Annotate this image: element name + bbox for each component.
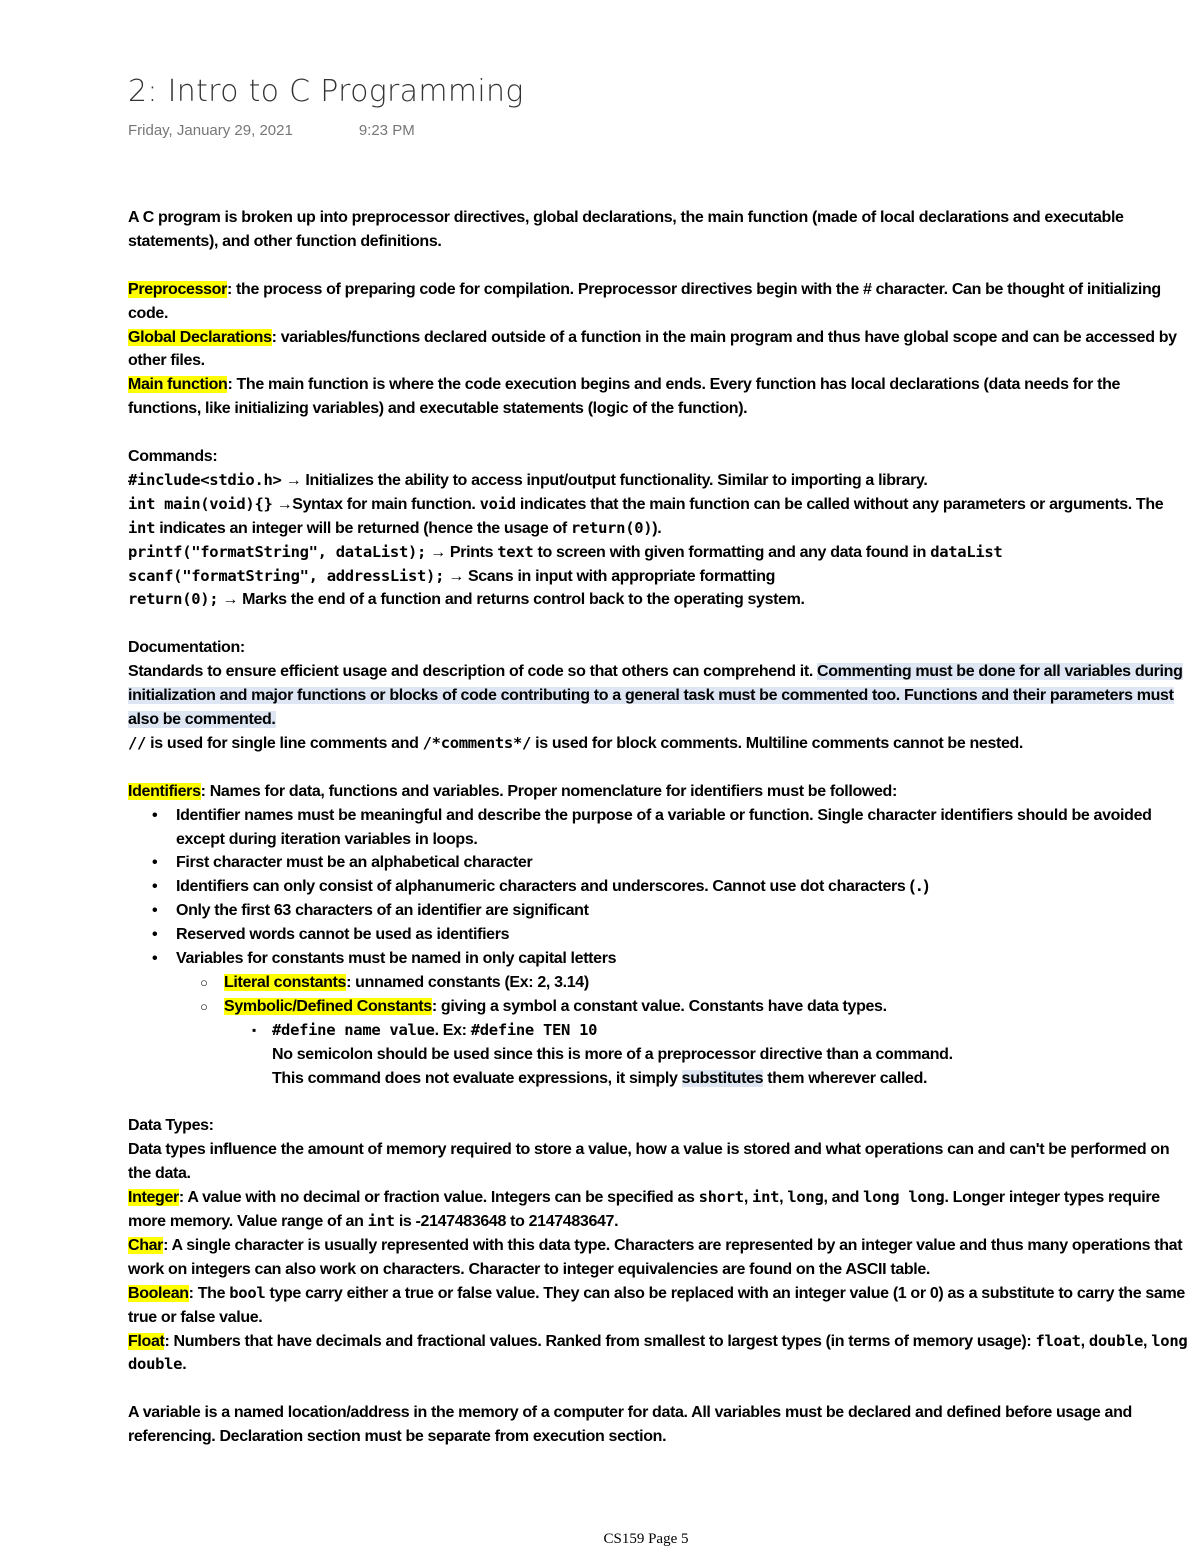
list-item-continuation: This command does not evaluate expressions, it simply substitutes them wherever called. (272, 1069, 928, 1087)
highlight-term: Literal constants (224, 973, 347, 991)
term-float: Float: Numbers that have decimals and fractional values. Ranked from smallest to largest types (in terms of memory usage): float, double, long double. (128, 1331, 1188, 1374)
command-return: return(0); → Marks the end of a function and returns control back to the operating system. (128, 590, 805, 609)
comment-syntax: // is used for single line comments and /*comments*/ is used for block comments. Multiline comments cannot be nested. (128, 733, 1024, 752)
bullet-icon: • (152, 950, 158, 968)
term-identifiers: Identifiers: Names for data, functions and variables. Proper nomenclature for identifiers must be followed: (128, 782, 897, 800)
page-time: 9:23 PM (358, 122, 415, 139)
circle-bullet-icon: ○ (200, 998, 208, 1014)
term-char: Char: A single character is usually represented with this data type. Characters are represented by an integer value and thus many operations that work on integers can also work on characters. Character to integer equivalencies are found on the ASCII table. (128, 1236, 1183, 1278)
list-item: • First character must be an alphabetical character (128, 851, 1188, 875)
commands-heading: Commands: (128, 448, 218, 466)
text-selection[interactable]: substitutes (681, 1069, 764, 1087)
list-item-continuation: No semicolon should be used since this is more of a preprocessor directive than a command. (272, 1045, 953, 1063)
bullet-icon: • (152, 854, 158, 872)
documentation-heading: Documentation: (128, 639, 245, 657)
highlight-term: Main function (128, 376, 228, 394)
page-date: Friday, January 29, 2021 (128, 122, 293, 139)
variable-note: A variable is a named location/address in the memory of a computer for data. All variables must be declared and defined before usage and referencing. Declaration section must be separate from execution section. (128, 1404, 1132, 1446)
identifier-rules-list (128, 804, 1188, 1091)
bullet-icon: • (152, 926, 158, 944)
page-number-label: CS159 Page 5 (603, 1531, 689, 1547)
list-item: ○ Symbolic/Defined Constants: giving a symbol a constant value. Constants have data types. (128, 995, 1188, 1019)
command-scanf: scanf("formatString", addressList); → Scans in input with appropriate formatting (128, 566, 776, 585)
term-integer: Integer: A value with no decimal or fraction value. Integers can be specified as short, int, long, and long long. Longer integer types require more memory. Value range of an int is -2147483648 to 2147483647. (128, 1188, 1160, 1230)
page-footer (0, 1531, 1200, 1548)
command-printf: printf("formatString", dataList); → Prints text to screen with given formatting and any data found in dataList (128, 542, 1003, 561)
list-item: ▪ #define name value. Ex: #define TEN 10 (128, 1019, 1188, 1043)
circle-bullet-icon: ○ (200, 974, 208, 990)
term-main-function: Main function: The main function is where the code execution begins and ends. Every function has local declarations (data needs for the functions, like initializing variables) and executable statements (logic of the function). (128, 376, 1121, 418)
highlight-term: Float (128, 1332, 165, 1350)
command-main: int main(void){} →Syntax for main function. void indicates that the main function can be called without any parameters or arguments. The int indicates an integer will be returned (hence the usage of return(0)). (128, 494, 1164, 537)
page-meta (128, 122, 415, 139)
highlight-term: Preprocessor (128, 280, 227, 298)
intro-paragraph: A C program is broken up into preprocessor directives, global declarations, the main function (made of local declarations and executable statements), and other function definitions. (128, 209, 1124, 250)
bullet-icon: • (152, 806, 158, 824)
highlight-term: Integer (128, 1189, 179, 1207)
square-bullet-icon: ▪ (252, 1022, 256, 1037)
bullet-icon: • (152, 878, 158, 896)
datatypes-intro: Data types influence the amount of memory required to store a value, how a value is stored and what operations can and can't be performed on the data. (128, 1141, 1170, 1183)
documentation-text: Standards to ensure efficient usage and description of code so that others can comprehend it. Commenting must be done for all variables during initialization and major functions or blocks of code contributing to a general task must be commented too. Functions and their parameters must also be commented. (128, 663, 1183, 728)
note-content[interactable] (128, 206, 1188, 1449)
term-global-declarations: Global Declarations: variables/functions declared outside of a function in the main program and thus have global scope and can be accessed by other files. (128, 328, 1177, 370)
list-item: • Identifier names must be meaningful and describe the purpose of a variable or function. Single character identifiers should be avoided except during iteration variables in loops. (128, 804, 1188, 852)
term-preprocessor: Preprocessor: the process of preparing code for compilation. Preprocessor directives begin with the # character. Can be thought of initializing code. (128, 280, 1161, 322)
text-selection[interactable]: Commenting must be done for all variables during initialization and major functions or blocks of code contributing to a general task must be commented too. Functions and their parameters must also be commented. (128, 663, 1183, 728)
highlight-term: Global Declarations (128, 328, 272, 346)
command-include: #include<stdio.h> → Initializes the ability to access input/output functionality. Similar to importing a library. (128, 470, 928, 489)
list-item: • Variables for constants must be named in only capital letters (128, 947, 1188, 971)
term-boolean: Boolean: The bool type carry either a true or false value. They can also be replaced with an integer value (1 or 0) as a substitute to carry the same true or false value. (128, 1283, 1185, 1326)
list-item: • Reserved words cannot be used as identifiers (128, 923, 1188, 947)
highlight-term: Char (128, 1236, 164, 1254)
highlight-term: Boolean (128, 1284, 189, 1302)
highlight-term: Symbolic/Defined Constants (224, 997, 432, 1015)
list-item: ○ Literal constants: unnamed constants (Ex: 2, 3.14) (128, 971, 1188, 995)
bullet-icon: • (152, 902, 158, 920)
list-item: • Identifiers can only consist of alphanumeric characters and underscores. Cannot use dot characters (.) (128, 875, 1188, 899)
page-title[interactable]: 2: Intro to C Programming (128, 74, 524, 109)
list-item: • Only the first 63 characters of an identifier are significant (128, 899, 1188, 923)
datatypes-heading: Data Types: (128, 1117, 214, 1135)
highlight-term: Identifiers (128, 782, 201, 800)
